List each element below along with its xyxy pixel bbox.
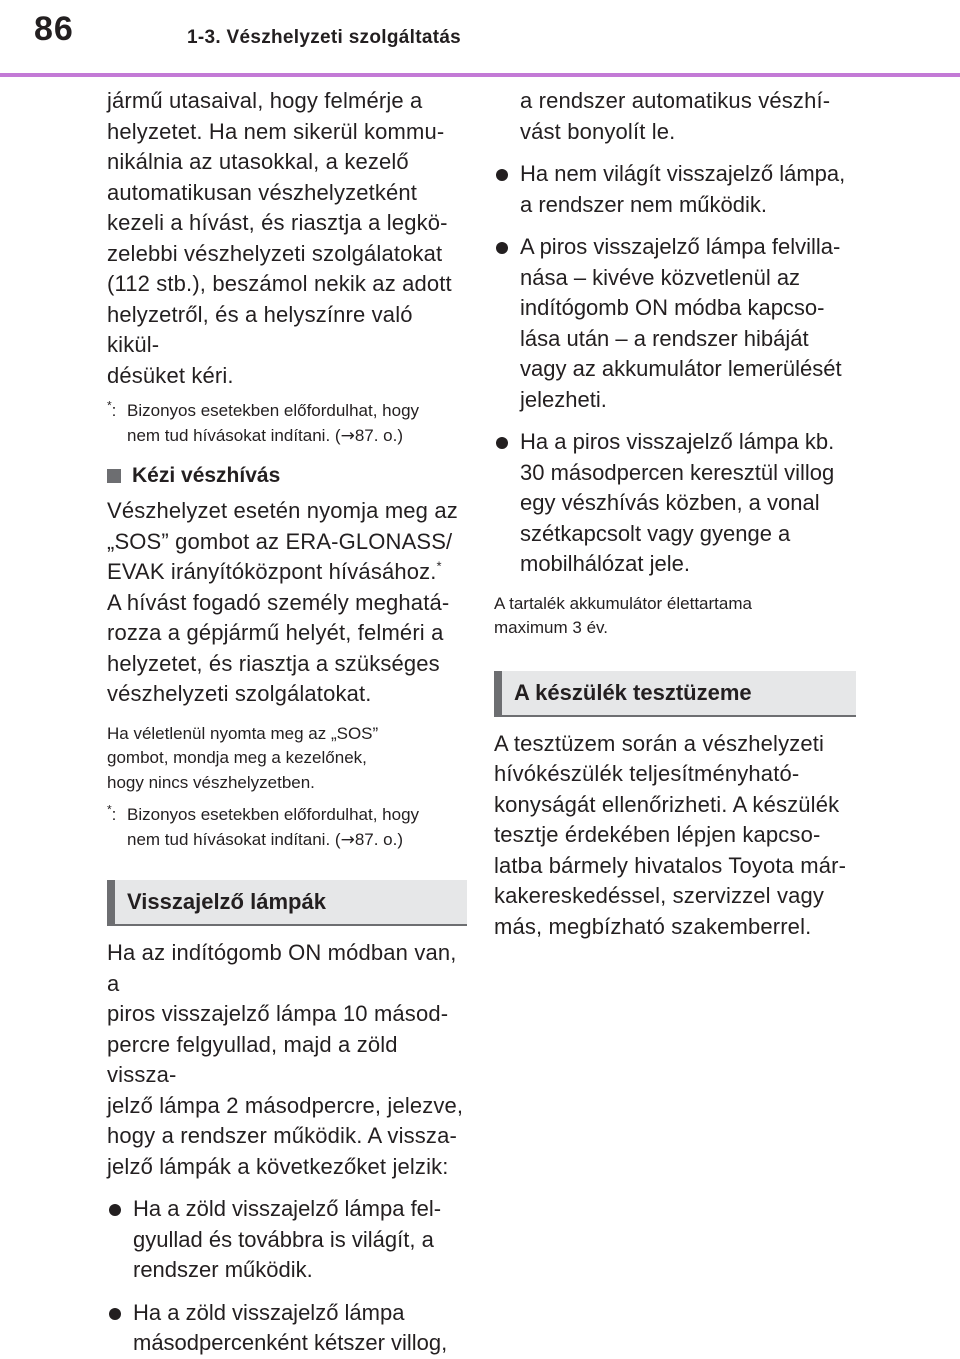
list-item: Ha a piros visszajelző lámpa kb. 30 másodpercen keresztül villog egy vészhívás közben, a vonal szétkapcsolt vagy gyenge a mobilhálózat jele. xyxy=(494,427,856,580)
right-column xyxy=(494,86,856,942)
continuation-paragraph: a rendszer automatikus vészhí- vást bonyolít le. xyxy=(520,88,831,144)
section-title: 1-3. Vészhelyzeti szolgáltatás xyxy=(187,27,462,48)
header-divider xyxy=(0,73,960,77)
left-column xyxy=(107,86,467,1359)
footnote: *: Bizonyos esetekben előfordulhat, hogy nem tud hívásokat indítani. (→87. o.) xyxy=(107,802,420,850)
list-item: A piros visszajelző lámpa felvilla- nása – kivéve közvetlenül az indítógomb ON módba kapcso- lása után – a rendszer hibáját vagy az akkumulátor lemerülését jelezheti. xyxy=(494,232,856,415)
indicators-heading: Visszajelző lámpák xyxy=(107,880,467,926)
bullet-dot-icon xyxy=(109,1308,121,1320)
footnote: *: Bizonyos esetekben előfordulhat, hogy nem tud hívásokat indítani. (→87. o.) xyxy=(107,398,420,446)
bullet-dot-icon xyxy=(496,437,508,449)
manual-call-paragraph: Vészhelyzet esetén nyomja meg az „SOS” gombot az ERA-GLONASS/ EVAK irányítóközpont hívásához.* A hívást fogadó személy meghatá- rozza a gépjármű helyét, felméri a helyzetet, és riasztja a szükséges vészhelyzeti szolgálatokat. xyxy=(107,498,458,706)
bullet-dot-icon xyxy=(496,242,508,254)
bullet-dot-icon xyxy=(496,169,508,181)
list-item: Ha nem világít visszajelző lámpa, a rendszer nem működik. xyxy=(494,159,856,220)
intro-paragraph: jármű utasaival, hogy felmérje a helyzetet. Ha nem sikerül kommu- nikálnia az utasokkal, a kezelő automatikusan vészhelyzetként kezeli a hívást, és riasztja a legkö- zelebbi vészhelyzeti szolgálatokat (112 stb.), beszámol nekik az adott helyzetről, és a helyszínre való kikül- désüket kéri. xyxy=(107,88,452,388)
list-item: Ha a zöld visszajelző lámpa másodpercenként kétszer villog, xyxy=(107,1298,467,1359)
battery-note: A tartalék akkumulátor élettartama maximum 3 év. xyxy=(494,593,752,637)
manual-call-heading: Kézi vészhívás xyxy=(107,464,467,488)
test-mode-paragraph: A tesztüzem során a vészhelyzeti hívókészülék teljesítményható- konyságát ellenőrizheti. A készülék tesztje érdekében lépjen kapcso- latba bármely hivatalos Toyota már- kakereskedéssel, szervizzel vagy más, megbízható szakemberrel. xyxy=(494,730,847,939)
bullet-dot-icon xyxy=(109,1204,121,1216)
page-header xyxy=(0,0,960,80)
list-item: Ha a zöld visszajelző lámpa fel- gyullad és továbbra is világít, a rendszer működik. xyxy=(107,1194,467,1286)
page-number: 86 xyxy=(34,10,74,48)
accidental-press-note: Ha véletlenül nyomta meg az „SOS” gombot, mondja meg a kezelőnek, hogy nincs vészhelyzetben. xyxy=(107,723,379,792)
square-bullet-icon xyxy=(107,469,121,483)
indicators-paragraph: Ha az indítógomb ON módban van, a piros visszajelző lámpa 10 másod- percre felgyullad, majd a zöld vissza- jelző lámpa 2 másodpercre, jelezve, hogy a rendszer működik. A vissza- jelző lámpák a következőket jelzik: xyxy=(107,940,464,1179)
test-mode-heading: A készülék tesztüzeme xyxy=(494,671,856,717)
